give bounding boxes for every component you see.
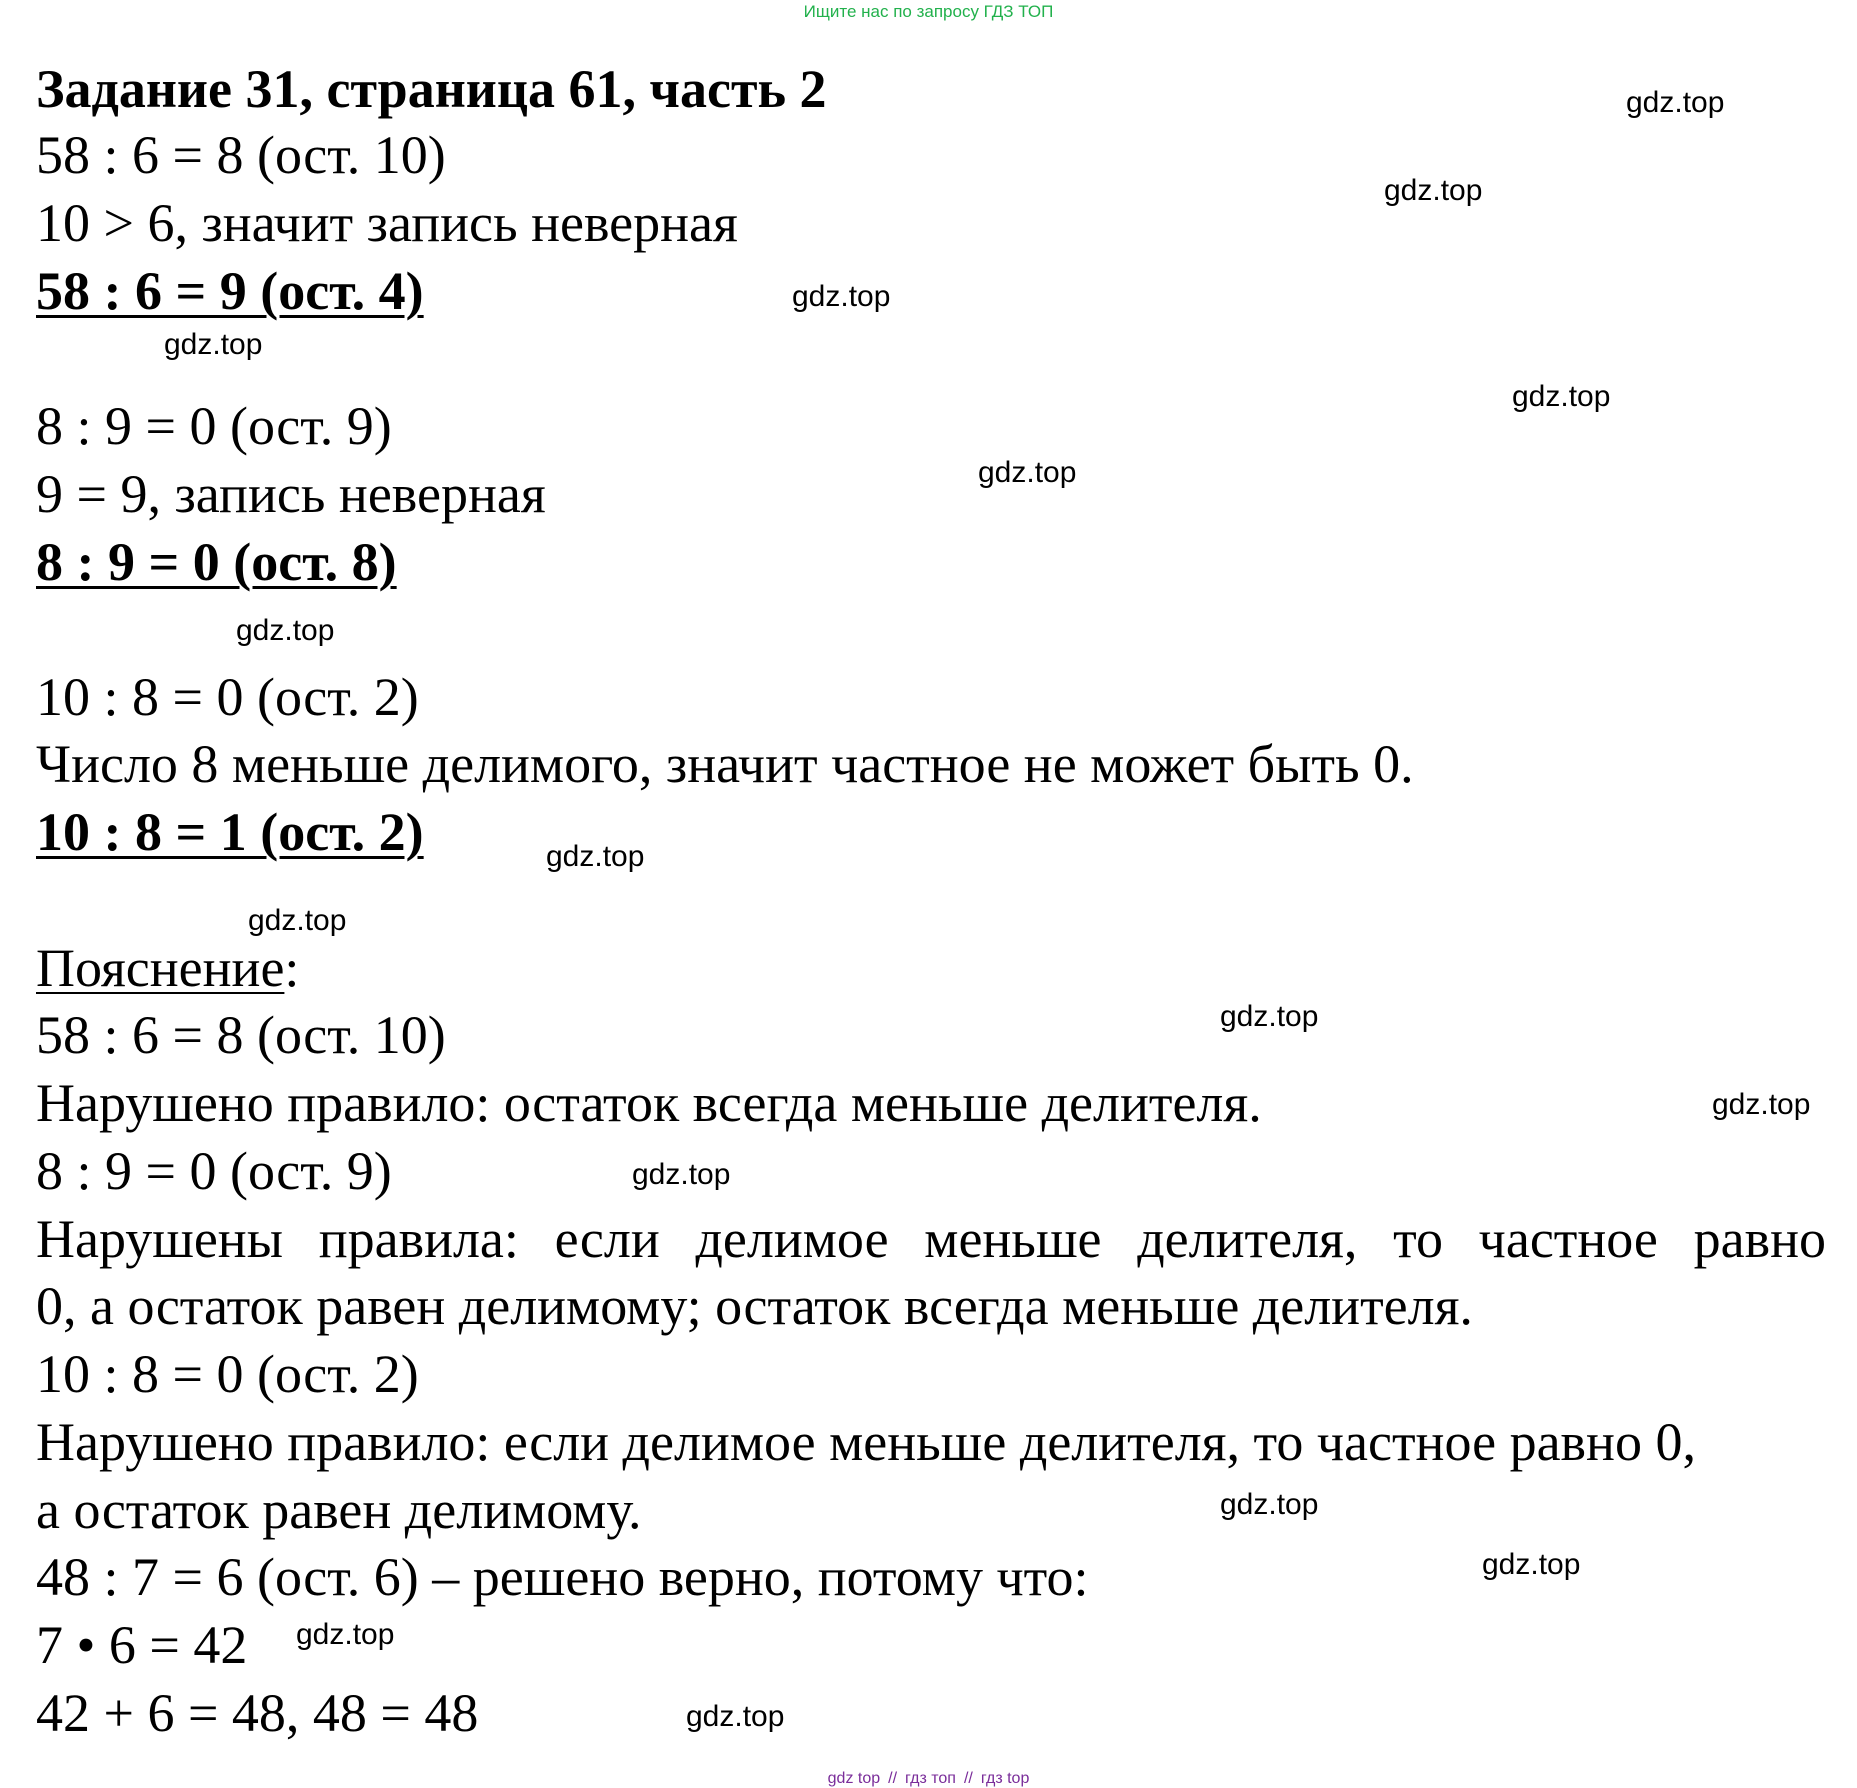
explanation-line-5: 10 : 8 = 0 (ост. 2) — [36, 1344, 419, 1404]
explanation-line-3: 8 : 9 = 0 (ост. 9) — [36, 1141, 392, 1201]
explanation-heading-text: Пояснение — [36, 938, 285, 998]
explanation-line-7: 48 : 7 = 6 (ост. 6) – решено верно, потому что: — [36, 1547, 1089, 1607]
explanation-line-6a: Нарушено правило: если делимое меньше делителя, то частное равно 0, — [36, 1412, 1696, 1472]
explanation-line-6b: а остаток равен делимому. — [36, 1480, 642, 1540]
footer-link-1[interactable]: gdz top — [827, 1770, 881, 1787]
watermark: gdz.top — [296, 1618, 395, 1651]
watermark: gdz.top — [1712, 1088, 1811, 1121]
explanation-line-1: 58 : 6 = 8 (ост. 10) — [36, 1005, 446, 1065]
answer-2: 8 : 9 = 0 (ост. 8) — [36, 532, 397, 592]
top-banner: Ищите нас по запросу ГДЗ ТОП — [803, 2, 1054, 21]
explanation-heading — [36, 935, 299, 1001]
answer-3: 10 : 8 = 1 (ост. 2) — [36, 802, 424, 862]
watermark: gdz.top — [632, 1158, 731, 1191]
solution-line-8: Число 8 меньше делимого, значит частное не может быть 0. — [36, 734, 1414, 794]
watermark: gdz.top — [1626, 86, 1725, 119]
explanation-line-9: 42 + 6 = 48, 48 = 48 — [36, 1683, 479, 1743]
explanation-line-2: Нарушено правило: остаток всегда меньше делителя. — [36, 1073, 1262, 1133]
solution-line-4: 8 : 9 = 0 (ост. 9) — [36, 396, 392, 456]
footer-link-2[interactable]: гдз топ — [905, 1770, 956, 1787]
solution-line-1: 58 : 6 = 8 (ост. 10) — [36, 125, 446, 185]
watermark: gdz.top — [248, 904, 347, 937]
explanation-heading-colon: : — [284, 938, 300, 998]
explanation-line-4b: 0, а остаток равен делимому; остаток всегда меньше делителя. — [36, 1276, 1473, 1336]
watermark: gdz.top — [1220, 1000, 1319, 1033]
solution-line-5: 9 = 9, запись неверная — [36, 464, 546, 524]
footer-separator: // — [888, 1770, 898, 1787]
answer-1: 58 : 6 = 9 (ост. 4) — [36, 261, 424, 321]
explanation-line-8: 7 • 6 = 42 — [36, 1615, 248, 1675]
watermark: gdz.top — [686, 1700, 785, 1733]
footer-link-3[interactable]: гдз top — [980, 1770, 1030, 1787]
explanation-line-4a: Нарушены правила: если делимое меньше делителя, то частное равно — [36, 1209, 1826, 1269]
footer — [0, 1770, 1857, 1788]
solution-line-7: 10 : 8 = 0 (ост. 2) — [36, 667, 419, 727]
watermark: gdz.top — [164, 328, 263, 361]
watermark: gdz.top — [792, 280, 891, 313]
watermark: gdz.top — [1512, 380, 1611, 413]
watermark: gdz.top — [236, 614, 335, 647]
footer-separator: // — [963, 1770, 973, 1787]
watermark: gdz.top — [978, 456, 1077, 489]
watermark: gdz.top — [546, 840, 645, 873]
watermark: gdz.top — [1384, 174, 1483, 207]
watermark: gdz.top — [1482, 1548, 1581, 1581]
watermark: gdz.top — [1220, 1488, 1319, 1521]
page-title: Задание 31, страница 61, часть 2 — [36, 59, 827, 119]
solution-line-2: 10 > 6, значит запись неверная — [36, 193, 738, 253]
